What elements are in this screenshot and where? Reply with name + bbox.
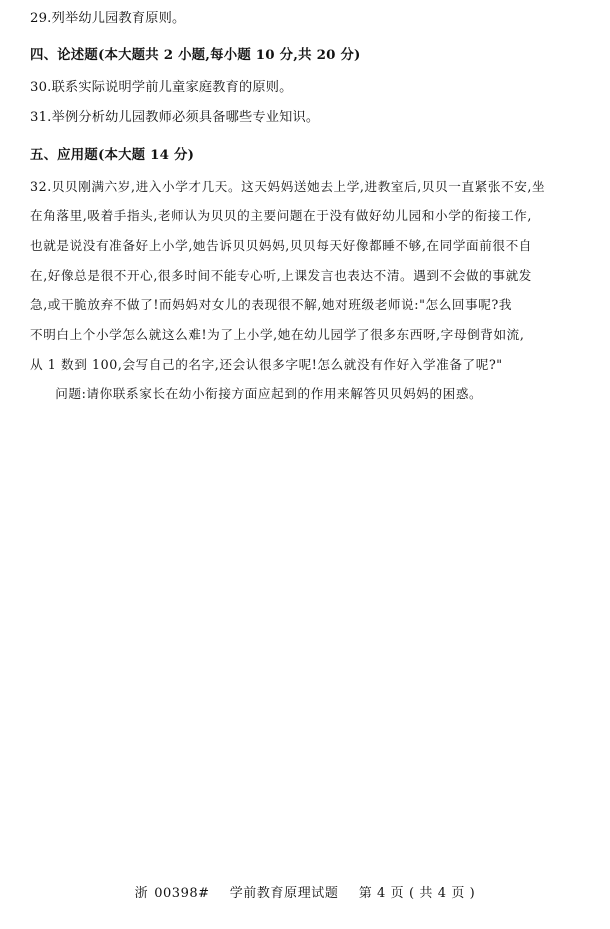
section-heading-5: 五、应用题(本大题 14 分): [30, 146, 195, 163]
question-30: 30.联系实际说明学前儿童家庭教育的原则。: [30, 80, 293, 96]
question-31: 31.举例分析幼儿园教师必须具备哪些专业知识。: [30, 110, 320, 126]
essay-line-2: 在角落里,吸着手指头,老师认为贝贝的主要问题在于没有做好幼儿园和小学的衔接工作,: [30, 208, 532, 224]
question-32-essay: [30, 176, 582, 405]
essay-line-4: 在,好像总是很不开心,很多时间不能专心听,上课发言也表达不清。遇到不会做的事就发: [30, 267, 532, 283]
section-heading-4: 四、论述题(本大题共 2 小题,每小题 10 分,共 20 分): [30, 47, 361, 64]
essay-text-1: 贝贝刚满六岁,进入小学才几天。这天妈妈送她去上学,进教室后,贝贝一直紧张不安,坐: [51, 178, 546, 194]
page-content: [30, 12, 582, 405]
footer-course-code: 00398#: [154, 886, 210, 901]
essay-line-7: 从 1 数到 100,会写自己的名字,还会认很多字呢!怎么就没有作好入学准备了呢?": [30, 356, 503, 372]
essay-line-3: 也就是说没有准备好上小学,她告诉贝贝妈妈,贝贝每天好像都睡不够,在同学面前很不自: [30, 237, 532, 253]
question-32-number: 32.: [30, 178, 52, 194]
footer-title: 学前教育原理试题: [229, 886, 339, 901]
footer-page-number: 第 4 页 ( 共 4 页 ): [358, 886, 476, 901]
essay-line-6: 不明白上个小学怎么就这么难!为了上小学,她在幼儿园学了很多东西呀,字母倒背如流,: [30, 326, 525, 342]
footer-province: 浙: [134, 886, 149, 901]
essay-question-prompt: 问题:请你联系家长在幼小衔接方面应起到的作用来解答贝贝妈妈的困惑。: [55, 386, 483, 402]
essay-line-5: 急,或干脆放弃不做了!而妈妈对女儿的表现很不解,她对班级老师说:"怎么回事呢?我: [30, 297, 513, 313]
essay-line-1: [30, 176, 582, 198]
question-29: 29.列举幼儿园教育原则。: [30, 11, 186, 26]
page-footer: [0, 882, 610, 901]
